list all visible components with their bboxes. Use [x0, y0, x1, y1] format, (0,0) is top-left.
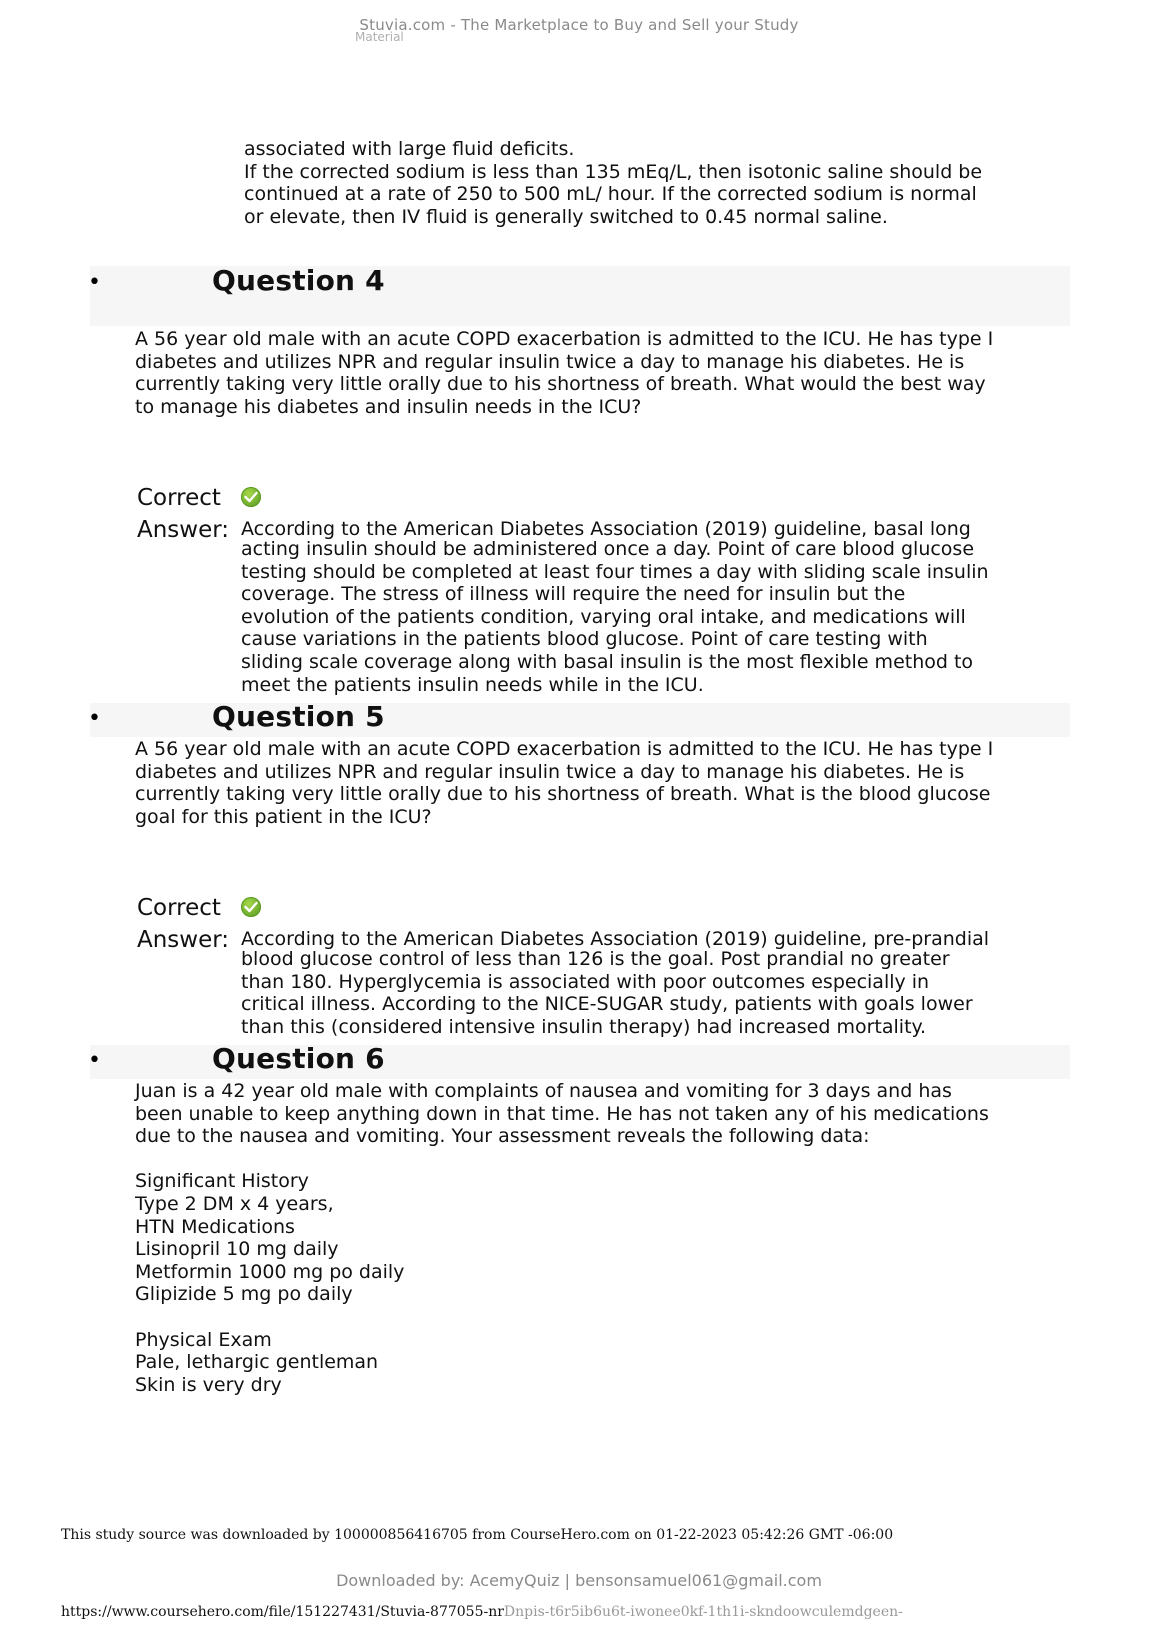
question-5-bullet: •	[88, 706, 101, 731]
page-header-title: Stuvia.com - The Marketplace to Buy and Sell your Study	[359, 16, 799, 34]
check-circle-icon	[241, 487, 261, 507]
question-6-prompt: Juan is a 42 year old male with complaints of nausea and vomiting for 3 days and has been unable to keep anything down in that time. He has not taken any of his medications due to the nausea and vomiting. Your assessment reveals the following data: Significant History Type 2 DM x 4 years, HTN Medications Lisinopril 10 mg daily Metformin 1000 mg po daily Glipizide 5 mg po daily Physical Exam Pale, lethargic gentleman Skin is very dry	[135, 1080, 989, 1396]
question-5-title: Question 5	[212, 700, 385, 733]
page-header-subtitle: Material	[355, 30, 404, 44]
question-4-correct-label: Correct	[137, 485, 221, 511]
question-4-answer-body: acting insulin should be administered once a day. Point of care blood glucose testing should be completed at least four times a day with sliding scale insulin coverage. The stress of illness will require the need for insulin but the evolution of the patients condition, varying oral intake, and medications will cause variations in the patients blood glucose. Point of care testing with sliding scale coverage along with basal insulin is the most flexible method to meet the patients insulin needs while in the ICU.	[241, 538, 989, 696]
question-5-correct-label: Correct	[137, 895, 221, 921]
url-tail-overlay: Dnpis-t6r5ib6u6t-iwonee0kf-1th1i-skndoowculemdgeen-	[503, 1604, 903, 1620]
url-line[interactable]	[61, 1604, 903, 1620]
question-5-answer-first-line: According to the American Diabetes Association (2019) guideline, pre-prandial	[241, 928, 990, 950]
question-4-answer-label: Answer:	[137, 517, 230, 543]
question-5-answer-label: Answer:	[137, 927, 230, 953]
source-line: This study source was downloaded by 100000856416705 from CourseHero.com on 01-22-2023 05:42:26 GMT -06:00	[61, 1527, 894, 1543]
check-circle-icon	[241, 897, 261, 917]
question-4-title: Question 4	[212, 264, 385, 297]
intro-paragraph: associated with large fluid deficits. If the corrected sodium is less than 135 mEq/L, then isotonic saline should be continued at a rate of 250 to 500 mL/ hour. If the corrected sodium is normal or elevate, then IV fluid is generally switched to 0.45 normal saline.	[244, 138, 983, 228]
question-5-answer-body: blood glucose control of less than 126 is the goal. Post prandial no greater than 180. Hyperglycemia is associated with poor outcomes especially in critical illness. According to the NICE-SUGAR study, patients with goals lower than this (considered intensive insulin therapy) had increased mortality.	[241, 948, 973, 1038]
question-6-title: Question 6	[212, 1042, 385, 1075]
question-4-answer-first-line: According to the American Diabetes Association (2019) guideline, basal long	[241, 518, 971, 540]
url-text[interactable]: https://www.coursehero.com/file/151227431/Stuvia-877055-nr	[61, 1604, 504, 1620]
question-5-prompt: A 56 year old male with an acute COPD exacerbation is admitted to the ICU. He has type I diabetes and utilizes NPR and regular insulin twice a day to manage his diabetes. He is currently taking very little orally due to his shortness of breath. What is the blood glucose goal for this patient in the ICU?	[135, 738, 994, 828]
question-4-prompt: A 56 year old male with an acute COPD exacerbation is admitted to the ICU. He has type I diabetes and utilizes NPR and regular insulin twice a day to manage his diabetes. He is currently taking very little orally due to his shortness of breath. What would the best way to manage his diabetes and insulin needs in the ICU?	[135, 328, 994, 418]
question-6-bullet: •	[88, 1048, 101, 1073]
question-4-bullet: •	[88, 270, 101, 295]
downloaded-by-line: Downloaded by: AcemyQuiz | bensonsamuel061@gmail.com	[336, 1571, 822, 1590]
